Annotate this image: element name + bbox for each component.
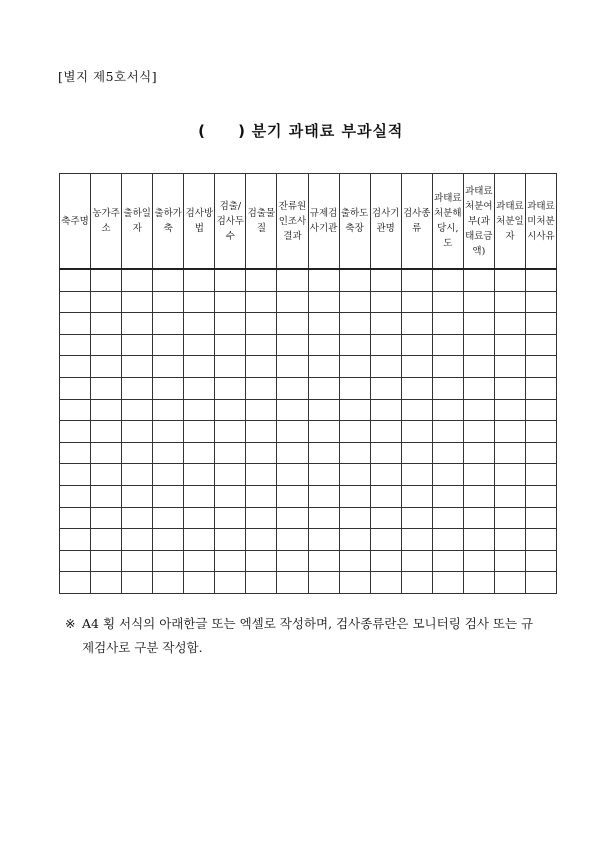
table-cell[interactable] (432, 334, 463, 356)
table-cell[interactable] (401, 464, 432, 486)
table-cell[interactable] (153, 269, 184, 291)
table-cell[interactable] (184, 356, 215, 378)
table-cell[interactable] (246, 377, 277, 399)
table-cell[interactable] (339, 507, 370, 529)
performance-table (59, 173, 557, 594)
table-cell[interactable] (463, 507, 494, 529)
table-cell[interactable] (246, 313, 277, 335)
table-cell[interactable] (308, 442, 339, 464)
table-cell[interactable] (339, 291, 370, 313)
column-header: 축주명 (60, 174, 91, 270)
table-cell[interactable] (463, 269, 494, 291)
table-cell[interactable] (122, 485, 153, 507)
table-cell[interactable] (339, 269, 370, 291)
table-cell[interactable] (401, 313, 432, 335)
table-cell[interactable] (246, 356, 277, 378)
table-cell[interactable] (494, 550, 525, 572)
table-row (60, 529, 557, 551)
table-cell[interactable] (60, 550, 91, 572)
table-cell[interactable] (246, 399, 277, 421)
table-cell[interactable] (494, 334, 525, 356)
table-cell[interactable] (184, 313, 215, 335)
table-cell[interactable] (525, 377, 556, 399)
table-cell[interactable] (339, 572, 370, 594)
table-cell[interactable] (494, 291, 525, 313)
table-cell[interactable] (525, 485, 556, 507)
table-row (60, 442, 557, 464)
table-cell[interactable] (122, 377, 153, 399)
table-cell[interactable] (184, 334, 215, 356)
table-cell[interactable] (339, 377, 370, 399)
table-cell[interactable] (91, 529, 122, 551)
table-cell[interactable] (308, 550, 339, 572)
table-cell[interactable] (339, 485, 370, 507)
table-cell[interactable] (432, 485, 463, 507)
table-cell[interactable] (153, 356, 184, 378)
table-cell[interactable] (215, 572, 246, 594)
table-cell[interactable] (370, 442, 401, 464)
table-cell[interactable] (494, 485, 525, 507)
table-cell[interactable] (60, 269, 91, 291)
title-text: 분기 과태료 부과실적 (251, 122, 404, 140)
table-row (60, 399, 557, 421)
table-row (60, 334, 557, 356)
table-cell[interactable] (432, 550, 463, 572)
table-cell[interactable] (277, 421, 308, 443)
column-header: 과태료미처분시사유 (525, 174, 556, 270)
table-cell[interactable] (215, 550, 246, 572)
table-cell[interactable] (91, 464, 122, 486)
table-cell[interactable] (246, 572, 277, 594)
table-cell[interactable] (494, 464, 525, 486)
table-row (60, 313, 557, 335)
table-cell[interactable] (153, 572, 184, 594)
table-cell[interactable] (153, 529, 184, 551)
table-cell[interactable] (432, 269, 463, 291)
footnote (65, 612, 545, 660)
table-row (60, 269, 557, 291)
table-cell[interactable] (308, 529, 339, 551)
table-cell[interactable] (122, 356, 153, 378)
table-cell[interactable] (432, 377, 463, 399)
table-cell[interactable] (525, 291, 556, 313)
table-cell[interactable] (122, 313, 153, 335)
table-row (60, 485, 557, 507)
table-cell[interactable] (463, 485, 494, 507)
table-cell[interactable] (91, 399, 122, 421)
table-cell[interactable] (277, 334, 308, 356)
table-cell[interactable] (463, 291, 494, 313)
table-cell[interactable] (153, 442, 184, 464)
table-cell[interactable] (91, 550, 122, 572)
table-cell[interactable] (339, 421, 370, 443)
column-header: 출하일자 (122, 174, 153, 270)
table-cell[interactable] (60, 442, 91, 464)
table-cell[interactable] (60, 572, 91, 594)
table-cell[interactable] (432, 313, 463, 335)
table-cell[interactable] (60, 334, 91, 356)
note-mark: ※ (65, 616, 76, 631)
table-cell[interactable] (463, 399, 494, 421)
table-cell[interactable] (432, 356, 463, 378)
table-cell[interactable] (153, 334, 184, 356)
table-cell[interactable] (60, 291, 91, 313)
column-header: 검사종류 (401, 174, 432, 270)
table-cell[interactable] (277, 291, 308, 313)
table-cell[interactable] (91, 442, 122, 464)
table-cell[interactable] (308, 313, 339, 335)
table-cell[interactable] (308, 421, 339, 443)
table-cell[interactable] (153, 421, 184, 443)
table-cell[interactable] (122, 269, 153, 291)
table-cell[interactable] (277, 356, 308, 378)
table-cell[interactable] (60, 399, 91, 421)
table-cell[interactable] (246, 291, 277, 313)
table-cell[interactable] (246, 421, 277, 443)
table-cell[interactable] (339, 334, 370, 356)
table-cell[interactable] (339, 529, 370, 551)
table-cell[interactable] (60, 377, 91, 399)
table-cell[interactable] (91, 291, 122, 313)
table-cell[interactable] (277, 529, 308, 551)
table-cell[interactable] (494, 269, 525, 291)
table-row (60, 550, 557, 572)
table-cell[interactable] (308, 334, 339, 356)
table-cell[interactable] (370, 313, 401, 335)
table-cell[interactable] (401, 377, 432, 399)
table-cell[interactable] (463, 334, 494, 356)
table-cell[interactable] (122, 421, 153, 443)
table-cell[interactable] (153, 485, 184, 507)
column-header: 출하도축장 (339, 174, 370, 270)
table-cell[interactable] (122, 550, 153, 572)
table-cell[interactable] (308, 269, 339, 291)
table-cell[interactable] (91, 377, 122, 399)
table-cell[interactable] (401, 399, 432, 421)
table-cell[interactable] (463, 313, 494, 335)
table-cell[interactable] (463, 529, 494, 551)
table-cell[interactable] (277, 464, 308, 486)
table-cell[interactable] (401, 507, 432, 529)
table-cell[interactable] (91, 356, 122, 378)
table-cell[interactable] (494, 572, 525, 594)
table-cell[interactable] (122, 399, 153, 421)
table-row (60, 572, 557, 594)
table-cell[interactable] (184, 442, 215, 464)
table-cell[interactable] (494, 377, 525, 399)
table-cell[interactable] (525, 507, 556, 529)
table-cell[interactable] (370, 356, 401, 378)
table-cell[interactable] (153, 464, 184, 486)
table-cell[interactable] (60, 507, 91, 529)
table-cell[interactable] (184, 507, 215, 529)
table-cell[interactable] (91, 572, 122, 594)
column-header: 검출물질 (246, 174, 277, 270)
table-cell[interactable] (184, 421, 215, 443)
table-cell[interactable] (339, 399, 370, 421)
table-cell[interactable] (91, 269, 122, 291)
table-cell[interactable] (339, 550, 370, 572)
table-cell[interactable] (401, 550, 432, 572)
column-header: 검사기관명 (370, 174, 401, 270)
table-cell[interactable] (432, 464, 463, 486)
column-header: 농가주소 (91, 174, 122, 270)
column-header: 규제검사기관 (308, 174, 339, 270)
table-cell[interactable] (432, 399, 463, 421)
table-cell[interactable] (308, 507, 339, 529)
column-header: 출하가축 (153, 174, 184, 270)
table-cell[interactable] (153, 313, 184, 335)
table-cell[interactable] (463, 550, 494, 572)
table-cell[interactable] (432, 442, 463, 464)
table-cell[interactable] (525, 421, 556, 443)
note-text: A4 횡 서식의 아래한글 또는 엑셀로 작성하며, 검사종류란은 모니터링 검사 또는 규제검사로 구분 작성함. (82, 616, 534, 655)
table-cell[interactable] (246, 334, 277, 356)
table-cell[interactable] (91, 507, 122, 529)
table-cell[interactable] (463, 464, 494, 486)
column-header: 검출/검사두수 (215, 174, 246, 270)
table-cell[interactable] (463, 377, 494, 399)
table-cell[interactable] (215, 485, 246, 507)
table-cell[interactable] (370, 507, 401, 529)
table-cell[interactable] (277, 507, 308, 529)
table-cell[interactable] (122, 291, 153, 313)
table-cell[interactable] (401, 442, 432, 464)
table-cell[interactable] (122, 334, 153, 356)
column-header: 잔류원인조사결과 (277, 174, 308, 270)
table-cell[interactable] (246, 485, 277, 507)
table-cell[interactable] (184, 399, 215, 421)
table-cell[interactable] (525, 313, 556, 335)
table-cell[interactable] (432, 421, 463, 443)
table-cell[interactable] (215, 377, 246, 399)
table-cell[interactable] (215, 334, 246, 356)
table-cell[interactable] (339, 356, 370, 378)
table-cell[interactable] (339, 313, 370, 335)
table-cell[interactable] (370, 291, 401, 313)
header-row (60, 174, 557, 270)
table-cell[interactable] (463, 356, 494, 378)
table-cell[interactable] (215, 313, 246, 335)
table-cell[interactable] (277, 269, 308, 291)
table-cell[interactable] (525, 442, 556, 464)
table-cell[interactable] (432, 291, 463, 313)
table-cell[interactable] (277, 550, 308, 572)
table-cell[interactable] (91, 421, 122, 443)
table-cell[interactable] (432, 529, 463, 551)
table-cell[interactable] (525, 334, 556, 356)
table-cell[interactable] (494, 421, 525, 443)
table-cell[interactable] (401, 269, 432, 291)
table-cell[interactable] (370, 421, 401, 443)
table-cell[interactable] (122, 572, 153, 594)
table-cell[interactable] (184, 485, 215, 507)
quarter-blank: ( ) (198, 122, 245, 140)
table-cell[interactable] (494, 507, 525, 529)
table-cell[interactable] (122, 442, 153, 464)
table-cell[interactable] (246, 529, 277, 551)
table-cell[interactable] (122, 507, 153, 529)
table-cell[interactable] (60, 529, 91, 551)
table-row (60, 291, 557, 313)
page-title (0, 120, 595, 141)
table-cell[interactable] (525, 572, 556, 594)
table-cell[interactable] (246, 507, 277, 529)
table-cell[interactable] (401, 572, 432, 594)
table-cell[interactable] (184, 269, 215, 291)
table-cell[interactable] (525, 550, 556, 572)
table-cell[interactable] (370, 485, 401, 507)
table-cell[interactable] (277, 399, 308, 421)
table-cell[interactable] (432, 507, 463, 529)
table-cell[interactable] (91, 334, 122, 356)
table-cell[interactable] (122, 464, 153, 486)
table-cell[interactable] (60, 313, 91, 335)
table-cell[interactable] (215, 507, 246, 529)
table-cell[interactable] (525, 529, 556, 551)
column-header: 과태료처분일자 (494, 174, 525, 270)
table-cell[interactable] (308, 399, 339, 421)
table-cell[interactable] (246, 442, 277, 464)
table-cell[interactable] (215, 269, 246, 291)
table-cell[interactable] (370, 269, 401, 291)
table-cell[interactable] (122, 529, 153, 551)
table-cell[interactable] (153, 377, 184, 399)
table-cell[interactable] (370, 377, 401, 399)
table-cell[interactable] (277, 572, 308, 594)
table-cell[interactable] (184, 377, 215, 399)
table-cell[interactable] (339, 464, 370, 486)
table-cell[interactable] (153, 507, 184, 529)
table-cell[interactable] (308, 356, 339, 378)
table-row (60, 464, 557, 486)
table-cell[interactable] (370, 550, 401, 572)
table-row (60, 356, 557, 378)
table-cell[interactable] (246, 269, 277, 291)
table-cell[interactable] (463, 572, 494, 594)
table-cell[interactable] (525, 399, 556, 421)
table-cell[interactable] (370, 464, 401, 486)
table-cell[interactable] (525, 356, 556, 378)
table-cell[interactable] (401, 334, 432, 356)
table-cell[interactable] (153, 550, 184, 572)
table-cell[interactable] (463, 442, 494, 464)
table-row (60, 421, 557, 443)
table-cell[interactable] (308, 485, 339, 507)
table-cell[interactable] (246, 464, 277, 486)
table-cell[interactable] (308, 572, 339, 594)
table-cell[interactable] (401, 421, 432, 443)
table-cell[interactable] (370, 399, 401, 421)
table-cell[interactable] (494, 529, 525, 551)
column-header: 과태료처분해당시,도 (432, 174, 463, 270)
table-cell[interactable] (91, 485, 122, 507)
column-header: 과태료처분여부(과태료금액) (463, 174, 494, 270)
table-cell[interactable] (339, 442, 370, 464)
table-cell[interactable] (401, 291, 432, 313)
table-cell[interactable] (184, 550, 215, 572)
form-reference: [별지 제5호서식] (58, 69, 158, 84)
table-cell[interactable] (401, 356, 432, 378)
table-cell[interactable] (215, 529, 246, 551)
table-cell[interactable] (60, 464, 91, 486)
table-cell[interactable] (308, 377, 339, 399)
table-cell[interactable] (60, 356, 91, 378)
table-cell[interactable] (91, 313, 122, 335)
table-cell[interactable] (494, 356, 525, 378)
table-cell[interactable] (215, 464, 246, 486)
table-cell[interactable] (525, 269, 556, 291)
table-cell[interactable] (153, 291, 184, 313)
table-cell[interactable] (525, 464, 556, 486)
table-cell[interactable] (184, 291, 215, 313)
table-cell[interactable] (277, 442, 308, 464)
table-cell[interactable] (277, 485, 308, 507)
table-cell[interactable] (60, 421, 91, 443)
table-cell[interactable] (494, 442, 525, 464)
table-cell[interactable] (277, 377, 308, 399)
table-cell[interactable] (494, 313, 525, 335)
table-cell[interactable] (432, 572, 463, 594)
table-cell[interactable] (494, 399, 525, 421)
table-cell[interactable] (153, 399, 184, 421)
table-cell[interactable] (184, 572, 215, 594)
table-cell[interactable] (463, 421, 494, 443)
table-cell[interactable] (401, 485, 432, 507)
table-cell[interactable] (370, 334, 401, 356)
table-cell[interactable] (215, 399, 246, 421)
table-cell[interactable] (277, 313, 308, 335)
table-cell[interactable] (215, 291, 246, 313)
table-cell[interactable] (215, 356, 246, 378)
table-row (60, 377, 557, 399)
table-cell[interactable] (215, 421, 246, 443)
table-cell[interactable] (246, 550, 277, 572)
table-cell[interactable] (370, 572, 401, 594)
table-cell[interactable] (60, 485, 91, 507)
table-cell[interactable] (184, 529, 215, 551)
table-row (60, 507, 557, 529)
table-cell[interactable] (308, 464, 339, 486)
table-cell[interactable] (308, 291, 339, 313)
table-cell[interactable] (184, 464, 215, 486)
table-cell[interactable] (370, 529, 401, 551)
column-header: 검사방법 (184, 174, 215, 270)
table-cell[interactable] (215, 442, 246, 464)
table-cell[interactable] (401, 529, 432, 551)
